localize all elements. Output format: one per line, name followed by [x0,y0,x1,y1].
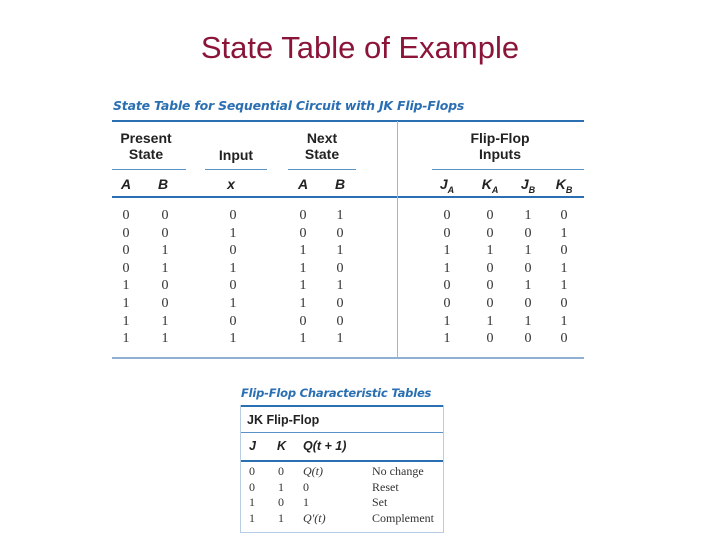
col-jb [513,176,543,195]
table-top-rule [112,120,584,122]
jk-cell: Q(t) [303,464,323,478]
ff-inputs-rule [432,169,584,170]
state-cell: 0 [486,278,494,294]
state-cell: 1 [443,243,451,259]
state-cell: 1 [336,278,344,294]
state-cell: 1 [229,296,237,311]
state-cell: 1 [299,296,307,311]
state-cell: 0 [560,296,568,311]
jk-col-j: J [249,439,256,453]
state-cell: 1 [524,278,532,294]
col-jb-label: $J_B$ [520,176,536,195]
state-cell: 0 [122,260,130,276]
state-cell: 0 [122,208,130,223]
next-state-rule [288,169,356,170]
col-a-next: A [297,176,309,192]
input-rule [205,169,267,170]
state-cell: 0 [299,313,307,329]
state-cell: 0 [229,313,237,329]
jk-cell: 0 [249,464,255,478]
state-cell: 1 [122,313,130,329]
state-cell: 0 [443,278,451,294]
state-cell: 0 [524,225,532,241]
state-cell: 0 [443,296,451,311]
state-cell: 0 [229,278,237,294]
state-cell: 1 [524,313,532,329]
jk-header-rule [240,460,444,462]
state-cell: 0 [560,331,568,347]
col-b-present: B [157,176,169,192]
state-cell: 1 [122,296,130,311]
state-cell: 1 [486,243,494,259]
group-present-state: Present State [120,130,172,162]
state-cell: 0 [336,225,344,241]
state-cell: 0 [524,296,532,311]
state-cell: 1 [560,313,568,329]
col-ja-label: $J_A$ [439,176,455,195]
state-cell: 1 [299,243,307,259]
state-cell: 0 [336,260,344,276]
state-cell: 1 [336,243,344,259]
state-cell: 0 [336,296,344,311]
char-top-rule [240,405,444,407]
column-divider [397,121,398,359]
state-cell: 0 [161,296,169,311]
col-kb-label: $K_B$ [555,176,573,195]
state-cell: 1 [560,225,568,241]
jk-col-q: Q(t + 1) [303,439,347,453]
jk-title-rule [240,432,444,433]
state-cell: 0 [560,243,568,259]
state-cell: 0 [443,208,451,223]
state-cell: 0 [486,260,494,276]
jk-flip-flop-title: JK Flip-Flop [247,413,320,427]
state-cell: 0 [122,243,130,259]
state-cell: 0 [122,225,130,241]
state-cell: 0 [486,208,494,223]
jk-left-border [240,405,241,533]
col-ka-label: $K_A$ [481,176,499,195]
state-cell: 1 [443,331,451,347]
state-cell: 1 [122,278,130,294]
state-cell: 1 [336,208,344,223]
jk-bottom-rule [240,532,444,533]
state-cell: 0 [161,278,169,294]
table-bottom-rule [112,357,584,359]
state-cell: 1 [229,225,237,241]
state-cell: 0 [486,225,494,241]
group-next-state: Next State [304,130,340,162]
state-cell: 0 [299,208,307,223]
jk-description: Complement [372,511,434,526]
state-cell: 1 [161,243,169,259]
present-state-rule [112,169,186,170]
state-cell: 1 [336,331,344,347]
char-table-caption: Flip-Flop Characteristic Tables [241,386,432,400]
state-cell: 1 [486,313,494,329]
jk-description: Set [372,495,388,510]
state-cell: 0 [486,296,494,311]
state-cell: 1 [524,243,532,259]
col-a-present: A [120,176,132,192]
jk-cell: 0 [278,495,284,510]
col-ja [432,176,462,195]
col-b-next: B [334,176,346,192]
header-bottom-rule [112,196,584,198]
state-cell: 0 [486,331,494,347]
state-cell: 1 [229,260,237,276]
group-flip-flop-inputs: Flip-Flop Inputs [470,130,530,162]
state-cell: 1 [560,278,568,294]
jk-cell: 0 [249,479,255,494]
jk-right-border [443,405,444,533]
jk-cell: 1 [303,495,309,510]
state-cell: 0 [443,225,451,241]
slide-title: State Table of Example [200,30,520,65]
jk-description: Reset [372,479,399,494]
state-cell: 0 [524,331,532,347]
state-cell: 1 [443,260,451,276]
state-cell: 0 [299,225,307,241]
state-cell: 1 [524,208,532,223]
state-cell: 1 [443,313,451,329]
state-cell: 0 [161,208,169,223]
jk-description: No change [372,464,424,478]
state-cell: 0 [524,260,532,276]
jk-cell: Q'(t) [303,511,326,526]
state-cell: 1 [161,331,169,347]
state-cell: 1 [229,331,237,347]
state-cell: 1 [299,260,307,276]
state-cell: 0 [336,313,344,329]
col-kb [549,176,579,195]
state-cell: 1 [299,331,307,347]
state-cell: 1 [122,331,130,347]
jk-cell: 0 [303,479,309,494]
state-cell: 1 [560,260,568,276]
state-cell: 0 [229,243,237,259]
jk-cell: 1 [249,495,255,510]
state-cell: 0 [229,208,237,223]
jk-col-k: K [277,439,287,453]
col-x: x [227,176,235,192]
state-cell: 1 [161,313,169,329]
jk-cell: 1 [249,511,255,526]
jk-cell: 0 [278,464,284,478]
jk-cell: 1 [278,479,284,494]
state-cell: 1 [299,278,307,294]
group-input: Input [218,147,254,163]
state-table-caption: State Table for Sequential Circuit with JK Flip-Flops [113,98,465,113]
jk-cell: 1 [278,511,284,526]
col-ka [475,176,505,195]
state-cell: 0 [560,208,568,223]
state-cell: 0 [161,225,169,241]
state-cell: 1 [161,260,169,276]
